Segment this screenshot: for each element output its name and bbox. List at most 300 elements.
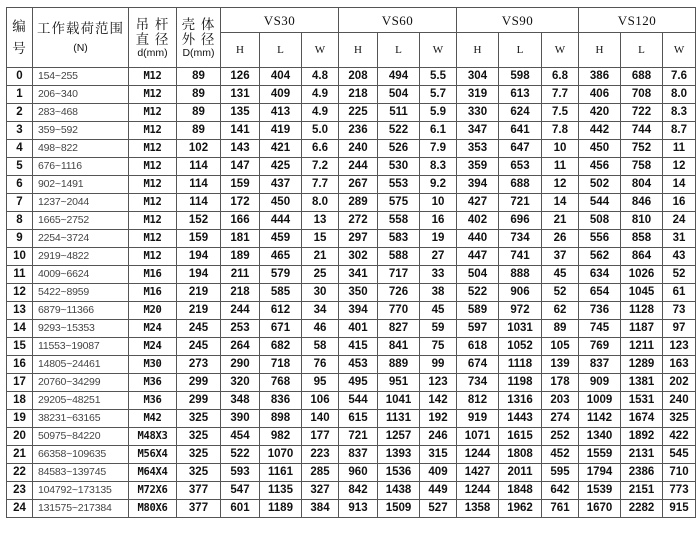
cell-vs90-h: 1427 xyxy=(457,464,499,482)
cell-vs120-l: 2386 xyxy=(621,464,663,482)
cell-vs30-l: 413 xyxy=(260,104,302,122)
cell-vs30-h: 143 xyxy=(221,140,260,158)
cell-vs90-l: 906 xyxy=(499,284,542,302)
cell-vs30-w: 21 xyxy=(302,248,339,266)
header-group-vs30: VS30 xyxy=(221,8,339,33)
cell-vs60-w: 7.9 xyxy=(420,140,457,158)
cell-vs90-l: 688 xyxy=(499,176,542,194)
cell-shell-diameter: 325 xyxy=(177,446,221,464)
cell-vs90-l: 1615 xyxy=(499,428,542,446)
cell-vs90-w: 139 xyxy=(542,356,579,374)
cell-vs120-h: 837 xyxy=(579,356,621,374)
cell-vs120-h: 654 xyxy=(579,284,621,302)
cell-vs90-l: 641 xyxy=(499,122,542,140)
cell-rod-diameter: M56X4 xyxy=(129,446,177,464)
cell-vs120-h: 1340 xyxy=(579,428,621,446)
cell-vs30-l: 671 xyxy=(260,320,302,338)
cell-vs120-h: 1670 xyxy=(579,500,621,518)
cell-vs120-l: 1289 xyxy=(621,356,663,374)
header-group-vs90: VS90 xyxy=(457,8,579,33)
table-row xyxy=(7,302,696,320)
cell-vs30-w: 30 xyxy=(302,284,339,302)
table-row xyxy=(7,104,696,122)
cell-vs30-w: 327 xyxy=(302,482,339,500)
cell-load-range: 206~340 xyxy=(33,86,129,104)
cell-vs90-l: 613 xyxy=(499,86,542,104)
table-row xyxy=(7,446,696,464)
cell-shell-diameter: 245 xyxy=(177,320,221,338)
cell-vs30-l: 450 xyxy=(260,194,302,212)
cell-vs120-h: 386 xyxy=(579,68,621,86)
cell-vs30-l: 465 xyxy=(260,248,302,266)
cell-vs30-h: 131 xyxy=(221,86,260,104)
cell-vs90-l: 696 xyxy=(499,212,542,230)
cell-shell-diameter: 152 xyxy=(177,212,221,230)
cell-vs120-h: 556 xyxy=(579,230,621,248)
cell-vs60-l: 553 xyxy=(378,176,420,194)
cell-vs120-l: 1531 xyxy=(621,392,663,410)
cell-vs120-l: 2151 xyxy=(621,482,663,500)
cell-vs90-h: 440 xyxy=(457,230,499,248)
cell-vs90-l: 741 xyxy=(499,248,542,266)
header-group-vs60: VS60 xyxy=(339,8,457,33)
header-l: L xyxy=(621,33,663,68)
cell-shell-diameter: 273 xyxy=(177,356,221,374)
cell-vs60-l: 494 xyxy=(378,68,420,86)
cell-vs30-w: 384 xyxy=(302,500,339,518)
cell-vs60-l: 1509 xyxy=(378,500,420,518)
cell-vs30-l: 682 xyxy=(260,338,302,356)
cell-vs90-w: 452 xyxy=(542,446,579,464)
cell-rod-diameter: M12 xyxy=(129,68,177,86)
cell-load-range: 104792~173135 xyxy=(33,482,129,500)
cell-vs30-h: 218 xyxy=(221,284,260,302)
table-row xyxy=(7,500,696,518)
cell-vs120-l: 752 xyxy=(621,140,663,158)
cell-vs90-w: 89 xyxy=(542,320,579,338)
cell-vs60-l: 511 xyxy=(378,104,420,122)
cell-index: 9 xyxy=(7,230,33,248)
cell-vs90-h: 427 xyxy=(457,194,499,212)
cell-vs60-w: 99 xyxy=(420,356,457,374)
cell-vs30-w: 4.9 xyxy=(302,86,339,104)
cell-vs30-l: 419 xyxy=(260,122,302,140)
cell-rod-diameter: M42 xyxy=(129,410,177,428)
cell-index: 16 xyxy=(7,356,33,374)
cell-shell-diameter: 325 xyxy=(177,410,221,428)
cell-vs120-l: 1892 xyxy=(621,428,663,446)
cell-vs60-w: 75 xyxy=(420,338,457,356)
cell-shell-diameter: 219 xyxy=(177,284,221,302)
cell-index: 13 xyxy=(7,302,33,320)
cell-vs90-h: 394 xyxy=(457,176,499,194)
cell-index: 7 xyxy=(7,194,33,212)
cell-vs30-h: 181 xyxy=(221,230,260,248)
cell-load-range: 2919~4822 xyxy=(33,248,129,266)
cell-vs30-h: 348 xyxy=(221,392,260,410)
cell-vs90-h: 919 xyxy=(457,410,499,428)
table-row xyxy=(7,320,696,338)
cell-vs60-h: 218 xyxy=(339,86,378,104)
cell-load-range: 4009~6624 xyxy=(33,266,129,284)
cell-vs60-h: 244 xyxy=(339,158,378,176)
table-row xyxy=(7,248,696,266)
cell-vs30-l: 459 xyxy=(260,230,302,248)
cell-vs60-h: 453 xyxy=(339,356,378,374)
cell-load-range: 38231~63165 xyxy=(33,410,129,428)
cell-load-range: 498~822 xyxy=(33,140,129,158)
cell-vs120-l: 758 xyxy=(621,158,663,176)
load-table-container xyxy=(6,7,694,518)
cell-vs120-w: 97 xyxy=(663,320,696,338)
cell-vs30-l: 1070 xyxy=(260,446,302,464)
cell-vs90-w: 21 xyxy=(542,212,579,230)
header-w: W xyxy=(663,33,696,68)
cell-load-range: 66358~109635 xyxy=(33,446,129,464)
cell-vs90-h: 734 xyxy=(457,374,499,392)
cell-vs30-w: 13 xyxy=(302,212,339,230)
cell-vs60-h: 289 xyxy=(339,194,378,212)
cell-vs120-w: 52 xyxy=(663,266,696,284)
cell-rod-diameter: M12 xyxy=(129,248,177,266)
cell-rod-diameter: M12 xyxy=(129,140,177,158)
cell-vs90-h: 618 xyxy=(457,338,499,356)
cell-rod-diameter: M48X3 xyxy=(129,428,177,446)
cell-vs90-h: 812 xyxy=(457,392,499,410)
cell-vs30-w: 15 xyxy=(302,230,339,248)
cell-vs60-w: 8.3 xyxy=(420,158,457,176)
cell-load-range: 359~592 xyxy=(33,122,129,140)
cell-load-range: 1665~2752 xyxy=(33,212,129,230)
cell-vs90-h: 1358 xyxy=(457,500,499,518)
cell-index: 23 xyxy=(7,482,33,500)
cell-vs30-w: 7.2 xyxy=(302,158,339,176)
cell-vs30-l: 421 xyxy=(260,140,302,158)
cell-vs120-w: 123 xyxy=(663,338,696,356)
cell-index: 11 xyxy=(7,266,33,284)
cell-vs60-h: 240 xyxy=(339,140,378,158)
cell-vs120-l: 688 xyxy=(621,68,663,86)
cell-vs60-h: 267 xyxy=(339,176,378,194)
cell-vs90-h: 319 xyxy=(457,86,499,104)
cell-vs90-l: 1198 xyxy=(499,374,542,392)
table-row xyxy=(7,140,696,158)
cell-vs60-h: 272 xyxy=(339,212,378,230)
cell-vs30-h: 601 xyxy=(221,500,260,518)
table-row xyxy=(7,212,696,230)
cell-vs60-h: 208 xyxy=(339,68,378,86)
cell-vs30-h: 320 xyxy=(221,374,260,392)
cell-vs60-w: 59 xyxy=(420,320,457,338)
cell-rod-diameter: M72X6 xyxy=(129,482,177,500)
cell-vs60-w: 16 xyxy=(420,212,457,230)
cell-vs30-w: 58 xyxy=(302,338,339,356)
cell-vs60-w: 449 xyxy=(420,482,457,500)
table-row xyxy=(7,338,696,356)
cell-vs90-h: 347 xyxy=(457,122,499,140)
cell-vs120-w: 915 xyxy=(663,500,696,518)
cell-vs30-w: 7.7 xyxy=(302,176,339,194)
cell-load-range: 50975~84220 xyxy=(33,428,129,446)
cell-load-range: 11553~19087 xyxy=(33,338,129,356)
cell-vs30-l: 768 xyxy=(260,374,302,392)
table-row xyxy=(7,230,696,248)
table-row xyxy=(7,158,696,176)
cell-shell-diameter: 114 xyxy=(177,194,221,212)
header-h: H xyxy=(221,33,260,68)
cell-vs120-h: 769 xyxy=(579,338,621,356)
cell-vs90-l: 624 xyxy=(499,104,542,122)
cell-vs30-l: 1161 xyxy=(260,464,302,482)
cell-vs120-w: 31 xyxy=(663,230,696,248)
cell-vs30-h: 141 xyxy=(221,122,260,140)
cell-load-range: 14805~24461 xyxy=(33,356,129,374)
cell-vs120-w: 240 xyxy=(663,392,696,410)
cell-vs30-w: 140 xyxy=(302,410,339,428)
table-body xyxy=(7,68,696,518)
cell-vs120-h: 745 xyxy=(579,320,621,338)
cell-vs90-l: 734 xyxy=(499,230,542,248)
cell-vs30-l: 444 xyxy=(260,212,302,230)
cell-vs30-h: 126 xyxy=(221,68,260,86)
cell-vs90-w: 7.7 xyxy=(542,86,579,104)
cell-vs90-w: 252 xyxy=(542,428,579,446)
cell-vs30-l: 409 xyxy=(260,86,302,104)
cell-shell-diameter: 219 xyxy=(177,302,221,320)
cell-index: 8 xyxy=(7,212,33,230)
cell-vs90-h: 674 xyxy=(457,356,499,374)
cell-vs60-h: 842 xyxy=(339,482,378,500)
cell-vs120-w: 11 xyxy=(663,140,696,158)
cell-vs30-l: 585 xyxy=(260,284,302,302)
table-row xyxy=(7,284,696,302)
cell-shell-diameter: 194 xyxy=(177,248,221,266)
cell-shell-diameter: 377 xyxy=(177,500,221,518)
cell-vs60-w: 38 xyxy=(420,284,457,302)
cell-vs60-w: 315 xyxy=(420,446,457,464)
cell-load-range: 84583~139745 xyxy=(33,464,129,482)
cell-vs90-h: 1071 xyxy=(457,428,499,446)
cell-vs60-h: 721 xyxy=(339,428,378,446)
header-l: L xyxy=(378,33,420,68)
cell-vs120-h: 502 xyxy=(579,176,621,194)
cell-vs30-h: 244 xyxy=(221,302,260,320)
cell-vs90-w: 7.5 xyxy=(542,104,579,122)
header-l: L xyxy=(260,33,302,68)
cell-rod-diameter: M12 xyxy=(129,158,177,176)
cell-vs120-w: 422 xyxy=(663,428,696,446)
cell-rod-diameter: M12 xyxy=(129,86,177,104)
cell-vs90-w: 11 xyxy=(542,158,579,176)
cell-vs60-h: 415 xyxy=(339,338,378,356)
cell-vs120-l: 1187 xyxy=(621,320,663,338)
cell-vs90-h: 359 xyxy=(457,158,499,176)
cell-vs30-h: 147 xyxy=(221,158,260,176)
cell-shell-diameter: 89 xyxy=(177,68,221,86)
cell-vs120-w: 24 xyxy=(663,212,696,230)
cell-vs120-h: 1539 xyxy=(579,482,621,500)
cell-vs60-l: 841 xyxy=(378,338,420,356)
cell-vs90-h: 402 xyxy=(457,212,499,230)
cell-vs30-l: 437 xyxy=(260,176,302,194)
cell-vs60-l: 1257 xyxy=(378,428,420,446)
cell-index: 14 xyxy=(7,320,33,338)
cell-vs90-w: 7.8 xyxy=(542,122,579,140)
cell-vs90-w: 10 xyxy=(542,140,579,158)
cell-load-range: 1237~2044 xyxy=(33,194,129,212)
cell-vs120-w: 12 xyxy=(663,158,696,176)
cell-vs120-h: 544 xyxy=(579,194,621,212)
cell-load-range: 5422~8959 xyxy=(33,284,129,302)
cell-vs120-l: 810 xyxy=(621,212,663,230)
cell-vs120-h: 562 xyxy=(579,248,621,266)
cell-load-range: 902~1491 xyxy=(33,176,129,194)
cell-vs90-l: 2011 xyxy=(499,464,542,482)
cell-vs30-w: 177 xyxy=(302,428,339,446)
cell-vs120-l: 858 xyxy=(621,230,663,248)
cell-vs60-w: 527 xyxy=(420,500,457,518)
cell-vs60-l: 1536 xyxy=(378,464,420,482)
cell-vs120-w: 43 xyxy=(663,248,696,266)
cell-shell-diameter: 114 xyxy=(177,158,221,176)
cell-vs30-w: 4.9 xyxy=(302,104,339,122)
cell-vs60-w: 19 xyxy=(420,230,457,248)
cell-shell-diameter: 114 xyxy=(177,176,221,194)
table-row xyxy=(7,194,696,212)
cell-vs90-w: 37 xyxy=(542,248,579,266)
cell-vs120-w: 325 xyxy=(663,410,696,428)
cell-vs120-h: 909 xyxy=(579,374,621,392)
table-row xyxy=(7,266,696,284)
cell-vs30-l: 1135 xyxy=(260,482,302,500)
header-l: L xyxy=(499,33,542,68)
cell-vs120-l: 1674 xyxy=(621,410,663,428)
cell-vs90-h: 1244 xyxy=(457,482,499,500)
cell-vs120-l: 722 xyxy=(621,104,663,122)
cell-vs90-h: 597 xyxy=(457,320,499,338)
cell-vs60-l: 717 xyxy=(378,266,420,284)
cell-vs30-l: 718 xyxy=(260,356,302,374)
cell-vs30-h: 290 xyxy=(221,356,260,374)
cell-index: 0 xyxy=(7,68,33,86)
cell-vs60-h: 913 xyxy=(339,500,378,518)
cell-vs90-w: 6.8 xyxy=(542,68,579,86)
cell-vs120-l: 2282 xyxy=(621,500,663,518)
cell-vs120-l: 2131 xyxy=(621,446,663,464)
cell-rod-diameter: M12 xyxy=(129,176,177,194)
cell-vs90-l: 1031 xyxy=(499,320,542,338)
cell-vs90-h: 353 xyxy=(457,140,499,158)
cell-vs120-w: 710 xyxy=(663,464,696,482)
cell-vs90-l: 1118 xyxy=(499,356,542,374)
cell-index: 12 xyxy=(7,284,33,302)
cell-vs60-l: 575 xyxy=(378,194,420,212)
cell-vs90-h: 304 xyxy=(457,68,499,86)
cell-shell-diameter: 89 xyxy=(177,104,221,122)
cell-vs60-w: 10 xyxy=(420,194,457,212)
cell-rod-diameter: M16 xyxy=(129,284,177,302)
cell-vs60-w: 45 xyxy=(420,302,457,320)
cell-vs30-l: 404 xyxy=(260,68,302,86)
cell-load-range: 9293~15353 xyxy=(33,320,129,338)
header-load-range: 工作载荷范围 (N) xyxy=(33,8,129,68)
cell-vs120-h: 406 xyxy=(579,86,621,104)
cell-vs120-h: 508 xyxy=(579,212,621,230)
cell-vs30-w: 8.0 xyxy=(302,194,339,212)
cell-index: 10 xyxy=(7,248,33,266)
cell-shell-diameter: 325 xyxy=(177,428,221,446)
cell-vs30-l: 1189 xyxy=(260,500,302,518)
cell-vs30-h: 172 xyxy=(221,194,260,212)
cell-rod-diameter: M80X6 xyxy=(129,500,177,518)
cell-vs30-h: 189 xyxy=(221,248,260,266)
header-w: W xyxy=(302,33,339,68)
cell-vs120-w: 163 xyxy=(663,356,696,374)
cell-vs120-l: 1045 xyxy=(621,284,663,302)
table-row xyxy=(7,122,696,140)
cell-index: 2 xyxy=(7,104,33,122)
cell-vs30-w: 25 xyxy=(302,266,339,284)
cell-vs90-l: 1316 xyxy=(499,392,542,410)
cell-shell-diameter: 245 xyxy=(177,338,221,356)
cell-vs90-w: 203 xyxy=(542,392,579,410)
cell-vs60-h: 236 xyxy=(339,122,378,140)
cell-vs90-l: 1052 xyxy=(499,338,542,356)
cell-load-range: 20760~34299 xyxy=(33,374,129,392)
cell-vs60-l: 526 xyxy=(378,140,420,158)
cell-vs30-w: 4.8 xyxy=(302,68,339,86)
cell-index: 21 xyxy=(7,446,33,464)
cell-vs60-h: 350 xyxy=(339,284,378,302)
cell-shell-diameter: 89 xyxy=(177,86,221,104)
cell-rod-diameter: M16 xyxy=(129,266,177,284)
cell-vs30-h: 454 xyxy=(221,428,260,446)
cell-index: 3 xyxy=(7,122,33,140)
cell-vs30-h: 593 xyxy=(221,464,260,482)
cell-index: 6 xyxy=(7,176,33,194)
cell-vs90-h: 522 xyxy=(457,284,499,302)
table-row xyxy=(7,374,696,392)
cell-vs60-w: 9.2 xyxy=(420,176,457,194)
cell-vs60-h: 302 xyxy=(339,248,378,266)
cell-vs30-l: 898 xyxy=(260,410,302,428)
cell-rod-diameter: M24 xyxy=(129,338,177,356)
cell-vs60-l: 1438 xyxy=(378,482,420,500)
cell-vs60-w: 123 xyxy=(420,374,457,392)
cell-rod-diameter: M12 xyxy=(129,230,177,248)
cell-rod-diameter: M12 xyxy=(129,212,177,230)
cell-vs30-h: 390 xyxy=(221,410,260,428)
cell-vs90-w: 274 xyxy=(542,410,579,428)
cell-vs60-l: 558 xyxy=(378,212,420,230)
cell-vs30-h: 264 xyxy=(221,338,260,356)
header-w: W xyxy=(542,33,579,68)
cell-vs120-h: 1559 xyxy=(579,446,621,464)
cell-vs30-w: 285 xyxy=(302,464,339,482)
cell-rod-diameter: M12 xyxy=(129,104,177,122)
cell-vs60-l: 770 xyxy=(378,302,420,320)
cell-vs60-l: 1131 xyxy=(378,410,420,428)
cell-vs30-l: 836 xyxy=(260,392,302,410)
cell-vs90-w: 52 xyxy=(542,284,579,302)
header-w: W xyxy=(420,33,457,68)
cell-vs120-h: 1142 xyxy=(579,410,621,428)
cell-vs120-l: 804 xyxy=(621,176,663,194)
cell-vs90-h: 504 xyxy=(457,266,499,284)
cell-vs60-l: 889 xyxy=(378,356,420,374)
cell-vs120-l: 1128 xyxy=(621,302,663,320)
cell-vs120-h: 442 xyxy=(579,122,621,140)
